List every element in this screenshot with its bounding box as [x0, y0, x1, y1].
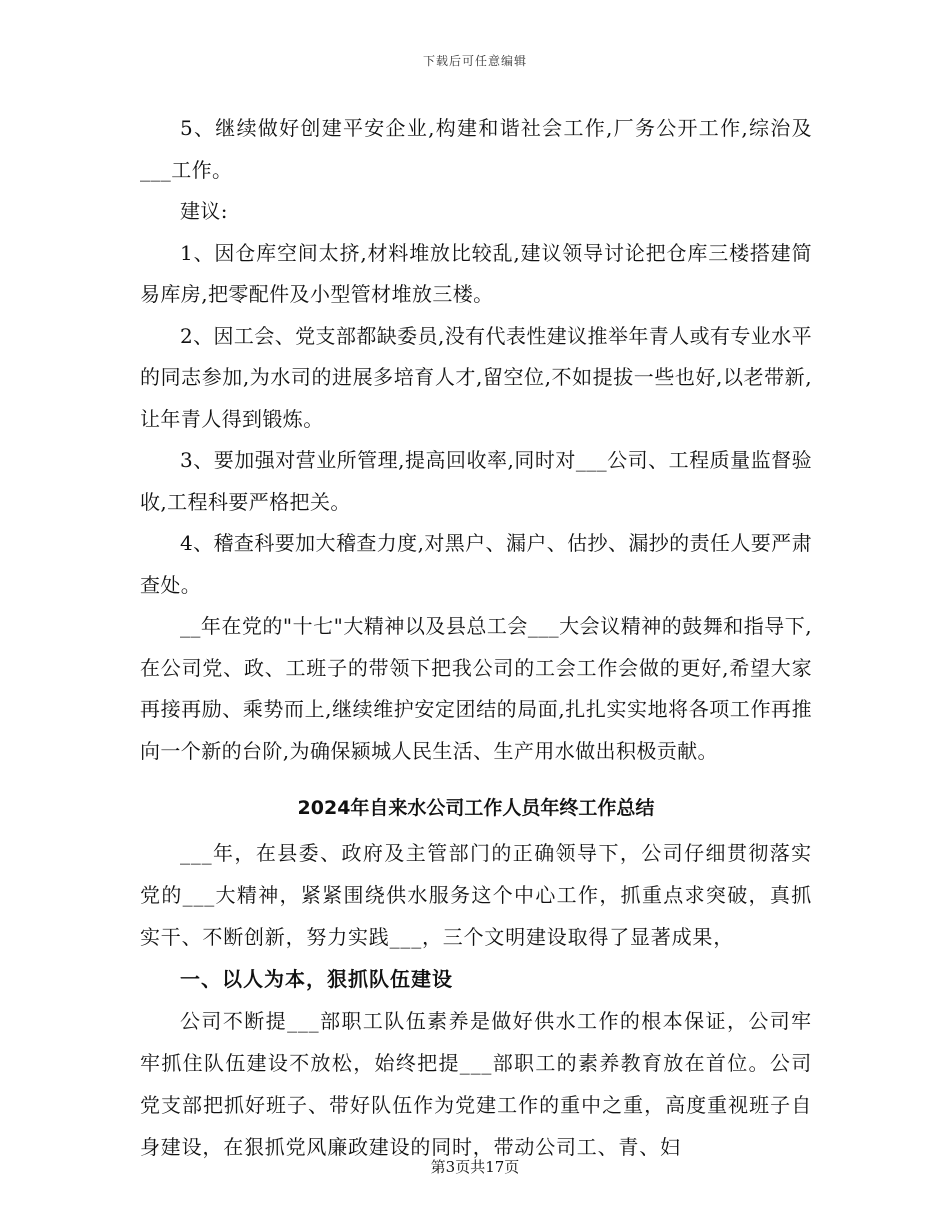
page-header-note: 下载后可任意编辑 — [422, 54, 527, 68]
item-5-paragraph: 5、继续做好创建平安企业,构建和谐社会工作,厂务公开工作,综治及___工作。 — [140, 116, 812, 182]
intro-paragraph: ___年，在县委、政府及主管部门的正确领导下，公司仔细贯彻落实党的___大精神，紧紧围绕供水服务这个中心工作，抓重点求突破，真抓实干、不断创新，努力实践___，三个文明建设取得了显著成果， — [140, 841, 812, 949]
document-body — [140, 108, 812, 1168]
section-1-body: 公司不断提___部职工队伍素养是做好供水工作的根本保证，公司牢牢抓住队伍建设不放松，始终把提___部职工的素养教育放在首位。公司党支部把抓好班子、带好队伍作为党建工作的重中之重，高度重视班子自身建设，在狠抓党风廉政建设的同时，带动公司工、青、妇 — [140, 1009, 812, 1159]
document-title: 2024年自来水公司工作人员年终工作总结 — [297, 797, 655, 819]
suggestion-label: 建议: — [180, 199, 228, 223]
suggestion-2-paragraph: 2、因工会、党支部都缺委员,没有代表性建议推举年青人或有专业水平的同志参加,为水司的进展多培育人才,留空位,不如提拔一些也好,以老带新,让年青人得到锻炼。 — [140, 323, 812, 431]
page-number: 第3页共17页 — [430, 1158, 520, 1176]
closing-paragraph: __年在党的"十七"大精神以及县总工会___大会议精神的鼓舞和指导下,在公司党、政、工班子的带领下把我公司的工会工作会做的更好,希望大家再接再励、乘势而上,继续维护安定团结的局面,扎扎实实地将各项工作再推向一个新的台阶,为确保颍城人民生活、生产用水做出积极贡献。 — [140, 614, 812, 763]
suggestion-1-paragraph: 1、因仓库空间太挤,材料堆放比较乱,建议领导讨论把仓库三楼搭建简易库房,把零配件及小型管材堆放三楼。 — [140, 240, 812, 306]
suggestion-3-paragraph: 3、要加强对营业所管理,提高回收率,同时对___公司、工程质量监督验收,工程科要严格把关。 — [140, 448, 812, 514]
suggestion-4-paragraph: 4、稽查科要加大稽查力度,对黑户、漏户、估抄、漏抄的责任人要严肃查处。 — [140, 531, 812, 597]
section-1-heading: 一、以人为本，狠抓队伍建设 — [180, 967, 453, 991]
